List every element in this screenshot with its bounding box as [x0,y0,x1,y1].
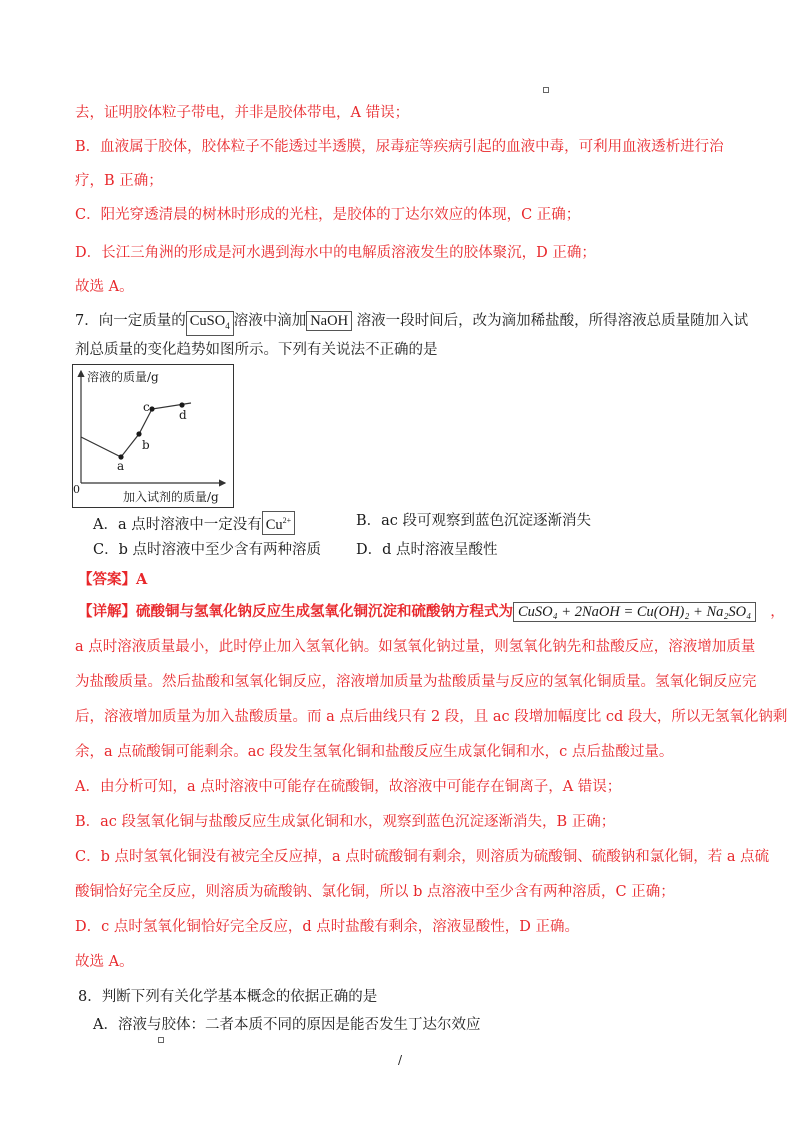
q7-option-c[interactable]: C．b 点时溶液中至少含有两种溶质 [93,542,321,558]
reaction-formula-box: CuSO₄ + 2NaOH = Cu(OH)₂ + Na₂SO₄ [513,602,756,622]
naoh-formula-box: NaOH [306,311,352,331]
point-a-label: a [117,459,125,473]
prev-explanation-line-1: 去，证明胶体粒子带电，并非是胶体带电，A 错误； [75,105,410,121]
cuso4-formula-box: CuSO$_4$ [186,311,234,336]
point-b-label: b [142,438,150,452]
detail-line-2: a 点时溶液质量最小，此时停止加入氢氧化钠。如氢氧化钠过量，则氢氧化钠先和盐酸反应，溶液增加质量 [75,639,756,655]
prev-conclusion: 故选 A。 [75,279,134,295]
q7-stem-line-2: 剂总质量的变化趋势如图所示。下列有关说法不正确的是 [75,342,438,358]
detail-option-c-line-2: 酸铜恰好完全反应，则溶质为硫酸钠、氯化铜，所以 b 点溶液中至少含有两种溶质，C 正确； [75,884,675,900]
prev-explanation-line-2: B．血液属于胶体，胶体粒子不能透过半透膜，尿毒症等疾病引起的血液中毒，可利用血液透析进行治 [75,139,724,155]
origin-label: 0 [73,483,80,496]
q8-stem: 8．判断下列有关化学基本概念的依据正确的是 [78,989,378,1005]
q8-option-a[interactable]: A．溶液与胶体：二者本质不同的原因是能否发生丁达尔效应 [93,1017,481,1033]
x-axis-label: 加入试剂的质量/g [123,490,219,504]
q7-option-d[interactable]: D．d 点时溶液呈酸性 [356,542,498,558]
point-c [149,406,154,411]
q7-stem-a: 7．向一定质量的 [75,313,186,329]
point-d-label: d [179,408,187,422]
detail-line-5: 余，a 点硫酸铜可能剩余。ac 段发生氢氧化铜和盐酸反应生成氯化铜和水，c 点后盐酸过量。 [75,744,674,760]
y-axis-label: 溶液的质量/g [87,370,159,384]
q7-stem-b: 溶液中滴加 [233,313,307,329]
detail-line-4: 后，溶液增加质量为加入盐酸质量。而 a 点后曲线只有 2 段，且 ac 段增加幅度比 cd 段大，所以无氢氧化钠剩 [75,709,788,725]
detail-option-d: D．c 点时氢氧化铜恰好完全反应，d 点时盐酸有剩余，溶液显酸性，D 正确。 [75,919,579,935]
point-b [136,431,141,436]
prev-explanation-line-4: C．阳光穿透清晨的树林时形成的光柱，是胶体的丁达尔效应的体现，C 正确； [75,207,581,223]
detail-option-b: B．ac 段氢氧化铜与盐酸反应生成氯化铜和水，观察到蓝色沉淀逐渐消失，B 正确； [75,814,616,830]
mass-chart-svg [73,365,233,507]
detail-tail: ， [770,604,785,620]
point-c-label: c [143,400,150,414]
page-footer-mark: / [398,1053,403,1067]
detail-head: 【详解】硫酸铜与氢氧化钠反应生成氢氧化铜沉淀和硫酸钠方程式为 [78,603,513,620]
point-d [179,402,184,407]
q7-option-b[interactable]: B．ac 段可观察到蓝色沉淀逐渐消失 [356,513,592,529]
detail-option-c-line-1: C．b 点时氢氧化铜没有被完全反应掉，a 点时硫酸铜有剩余，则溶质为硫酸铜、硫酸钠和氯化铜，若 a 点硫 [75,849,770,865]
mass-chart [72,364,234,508]
corner-mark-bottom [158,1037,164,1043]
cu-ion-box: $Cu^{2+}$ [262,511,295,535]
q7-stem-c: 溶液一段时间后，改为滴加稀盐酸，所得溶液总质量随加入试 [356,313,749,329]
detail-conclusion: 故选 A。 [75,954,134,970]
answer-label: 【答案】A [78,571,148,588]
q7-option-a[interactable]: A．a 点时溶液中一定没有 $Cu^{2+}$ [93,511,295,535]
corner-mark-top [543,87,549,93]
detail-line-3: 为盐酸质量。然后盐酸和氢氧化铜反应，溶液增加质量为盐酸质量与反应的氢氧化铜质量。氢氧化铜反应完 [75,674,757,690]
prev-explanation-line-5: D．长江三角洲的形成是河水遇到海水中的电解质溶液发生的胶体聚沉，D 正确； [75,245,596,261]
detail-line-1 [78,602,785,622]
q7-stem-line-1 [75,311,748,336]
mass-curve [81,403,191,457]
prev-explanation-line-3: 疗，B 正确； [75,173,163,189]
detail-option-a: A．由分析可知，a 点时溶液中可能存在硫酸铜，故溶液中可能存在铜离子，A 错误； [75,779,622,795]
